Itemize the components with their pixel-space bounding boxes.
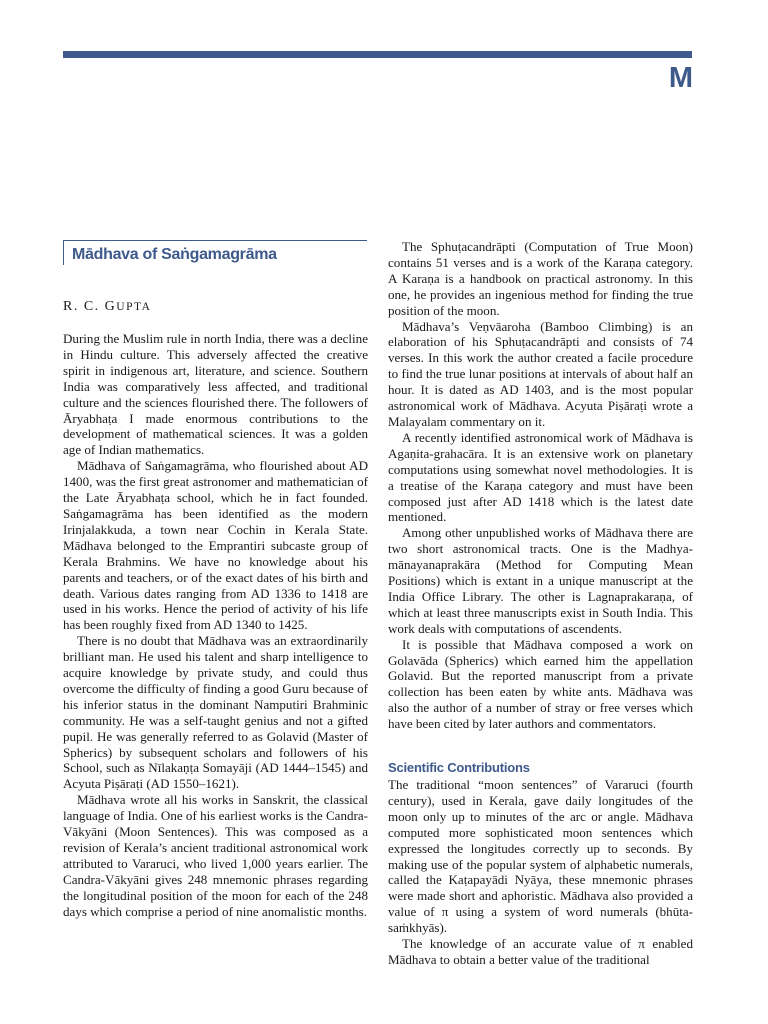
paragraph: A recently identified astronomical work of Mādhava is Agaṇita-grahacāra. It is an extensive work on planetary computations using somewhat novel methodologies. It is a treatise of the Karaṇa category and must have been composed just after AD 1418 which is the latest date mentioned. <box>388 429 693 525</box>
paragraph: The knowledge of an accurate value of π enabled Mādhava to obtain a better value of the traditional <box>388 936 693 967</box>
author-byline <box>63 299 151 315</box>
article-title: Mādhava of Saṅgamagrāma <box>72 246 277 263</box>
paragraph: During the Muslim rule in north India, there was a decline in Hindu culture. This adversely affected the creative spirit in indigenous art, literature, and science. Southern India was comparatively less affected, and traditional culture and the sciences flourished there. The followers of Āryabhaṭa I made enormous contributions to the development of mathematical sciences. It was a golden age of Indian mathematics. <box>63 331 368 458</box>
author-surname-smallcaps: UPTA <box>116 301 152 313</box>
paragraph: Mādhava’s Veṇvāaroha (Bamboo Climbing) is an elaboration of his Sphuṭacandrāpti and consists of 74 verses. In this work the author created a facile procedure to find the true lunar positions at intervals of about half an hour. It is dated as AD 1403, and is the most popular astronomical work of Mādhava. Acyuta Piṣāraṭi wrote a Malayalam commentary on it. <box>388 318 693 429</box>
paragraph: It is possible that Mādhava composed a work on Golavāda (Spherics) which earned him the appellation Golavid. But the reported manuscript from a private collection has been eaten by white ants. Mādhava was also the author of a number of stray or free verses which have been cited by later authors and commentators. <box>388 636 693 732</box>
right-column-text <box>388 239 693 732</box>
paragraph: Mādhava wrote all his works in Sanskrit, the classical language of India. One of his earliest works is the Candra-Vākyāni (Moon Sentences). This was composed as a revision of Kerala’s ancient traditional astronomical work attributed to Vararuci, who lived 1,000 years earlier. The Candra-Vākyāni gives 248 mnemonic phrases regarding the longitudinal position of the moon for each of the 248 days which comprise a period of nine anomalistic months. <box>63 792 368 919</box>
paragraph: The Sphuṭacandrāpti (Computation of True Moon) contains 51 verses and is a work of the Karaṇa category. A Karaṇa is a handbook on practical astronomy. In this one, he provides an ingenious method for finding the true position of the moon. <box>388 239 693 318</box>
author-initials: R. C. G <box>63 299 117 314</box>
header-rule <box>63 51 692 58</box>
paragraph: Mādhava of Saṅgamagrāma, who flourished about AD 1400, was the first great astronomer and mathematician of the Late Āryabhaṭa school, which he in fact founded. Saṅgamagrāma has been identified as the modern Irinjalakkuda, a town near Cochin in Kerala State. Mādhava belonged to the Emprantiri subcaste group of Kerala Brahmins. We have no knowledge about his parents and teachers, or of the exact dates of his birth and death. Various dates ranging from AD 1336 to 1418 are used in his works. Hence the period of activity of his life has been roughly fixed from AD 1340 to 1425. <box>63 458 368 633</box>
left-column-text <box>63 331 368 920</box>
paragraph: The traditional “moon sentences” of Vararuci (fourth century), used in Kerala, gave daily longitudes of the moon only up to minutes of the arc or angle. Mādhava computed more sophisticated moon sentences which expressed the longitudes correctly up to seconds. By making use of the popular system of alphabetic numerals, called the Kaṭapayādi Nyāya, these mnemonic phrases were made short and aphoristic. Mādhava also provided a value of π using a system of word numerals (bhūta-saṁkhyās). <box>388 777 693 936</box>
paragraph: Among other unpublished works of Mādhava there are two short astronomical tracts. One is the Madhyamānayanaprakāra (Method for Computing Mean Positions) which is extant in a unique manuscript at the India Office Library. The other is Lagnaprakaraṇa, of which at least three manuscripts exist in South India. This work deals with computations of ascendents. <box>388 525 693 636</box>
paragraph: There is no doubt that Mādhava was an extraordinarily brilliant man. He used his talent and sharp intelligence to acquire knowledge by private study, and could thus overcome the difficulty of finding a good Guru because of his inferior status in the dominant Namputiri Brahminic community. He was a self-taught genius and not a gifted pupil. He was generally referred to as Golavid (Master of Spherics) by subsequent scholars and followers of his School, such as Nīlakaṇṭa Somayāji (AD 1444–1545) and Acyuta Piṣāraṭi (AD 1550–1621). <box>63 633 368 792</box>
section-letter: M <box>668 62 692 94</box>
section-heading: Scientific Contributions <box>388 760 530 775</box>
scientific-contributions-text <box>388 777 693 968</box>
